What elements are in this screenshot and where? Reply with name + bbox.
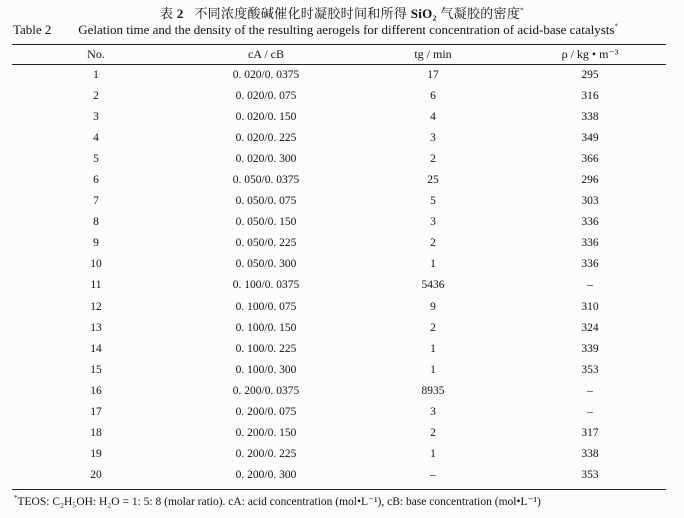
cell-ratio: 0. 200/0. 150 [235,427,297,440]
cell-density: 295 [581,68,599,81]
cell-ratio: 0. 020/0. 300 [235,152,297,165]
cell-ratio: 0. 200/0. 0375 [232,384,300,397]
cell-no: 11 [90,279,102,292]
cell-gel-time: 5 [430,195,436,208]
cell-no: 13 [90,321,102,334]
table-row [12,359,666,380]
table-row [12,423,666,444]
cell-no: 7 [93,195,99,208]
table-row [12,317,666,338]
cell-ratio: 0. 100/0. 075 [235,300,297,313]
cell-gel-time: 9 [430,300,436,313]
table-row [12,465,666,486]
cell-gel-time: 2 [430,321,436,334]
cell-gel-time: 2 [430,237,436,250]
cell-density: 316 [581,89,599,102]
cell-ratio: 0. 050/0. 0375 [232,174,300,187]
title-cn-compound: SiO₂ [410,6,437,21]
table-row [12,254,666,275]
table-row [12,106,666,127]
cell-density: 349 [581,131,599,144]
cell-gel-time: 8935 [421,384,445,397]
cell-no: 3 [93,110,99,123]
cell-ratio: 0. 200/0. 300 [235,469,297,482]
cell-gel-time: 2 [430,152,436,165]
title-en-mark: * [614,22,618,31]
footnote-text: TEOS: C₂H₅OH: H₂O = 1: 5: 8 (molar ratio). cA: acid concentration (mol•L⁻¹), cB: base concentration (mol•L⁻¹) [17,496,541,508]
cell-density: 338 [581,448,599,461]
title-cn-text: 不同浓度酸碱催化时凝胶时间和所得 [194,6,408,21]
cell-ratio: 0. 050/0. 225 [235,237,297,250]
table-row [12,148,666,169]
title-cn-suffix: 气凝胶的密度 [440,6,521,21]
cell-density: 338 [581,110,599,123]
table-row [12,127,666,148]
cell-no: 10 [90,258,102,271]
cell-density: 310 [581,300,599,313]
cell-no: 15 [90,363,102,376]
table-row [12,85,666,106]
data-table [12,44,666,486]
title-cn-number: 2 [176,6,184,21]
cell-gel-time: 1 [430,258,436,271]
cell-no: 5 [93,152,99,165]
cell-density: 336 [581,258,599,271]
cell-density: 324 [581,321,599,334]
table-row [12,402,666,423]
table-row [12,212,666,233]
cell-no: 4 [93,131,99,144]
cell-density: – [587,384,593,397]
cell-density: – [587,406,593,419]
cell-no: 1 [93,68,99,81]
cell-no: 12 [90,300,102,313]
cell-no: 16 [90,384,102,397]
title-en-label: Table 2 [13,22,52,37]
table-row [12,296,666,317]
cell-ratio: 0. 050/0. 075 [235,195,297,208]
cell-gel-time: 6 [430,89,436,102]
cell-ratio: 0. 020/0. 225 [235,131,297,144]
cell-ratio: 0. 200/0. 225 [235,448,297,461]
table-row [12,380,666,401]
header-ratio: cA / cB [248,46,284,61]
cell-density: 303 [581,195,599,208]
header-no: No. [87,46,105,61]
table-row [12,191,666,212]
table-row [12,338,666,359]
cell-gel-time: 4 [430,110,436,123]
table-title-english [13,22,677,38]
cell-density: 336 [581,237,599,250]
cell-ratio: 0. 100/0. 0375 [232,279,300,292]
cell-no: 9 [93,237,99,250]
cell-ratio: 0. 050/0. 300 [235,258,297,271]
cell-gel-time: 3 [430,131,436,144]
cell-no: 19 [90,448,102,461]
cell-gel-time: – [430,469,436,482]
header-density: ρ / kg • m⁻³ [561,46,619,61]
title-cn-prefix: 表 [160,6,174,21]
cell-density: 336 [581,216,599,229]
cell-ratio: 0. 100/0. 150 [235,321,297,334]
cell-ratio: 0. 050/0. 150 [235,216,297,229]
table-body [12,64,666,486]
table-header-row [12,44,666,64]
cell-no: 17 [90,406,102,419]
cell-density: 317 [581,427,599,440]
cell-ratio: 0. 200/0. 075 [235,406,297,419]
footnote-mark: * [14,494,18,503]
cell-density: 353 [581,363,599,376]
table-row [12,275,666,296]
cell-no: 6 [93,174,99,187]
cell-ratio: 0. 020/0. 150 [235,110,297,123]
cell-gel-time: 17 [427,68,439,81]
cell-no: 2 [93,89,99,102]
cell-gel-time: 1 [430,342,436,355]
table-title-chinese [0,3,684,22]
header-gel-time: tg / min [414,46,452,61]
title-cn-mark: * [520,6,524,15]
cell-gel-time: 25 [427,174,439,187]
cell-ratio: 0. 020/0. 075 [235,89,297,102]
cell-ratio: 0. 020/0. 0375 [232,68,300,81]
table-row [12,169,666,190]
cell-gel-time: 3 [430,406,436,419]
table-row [12,233,666,254]
cell-ratio: 0. 100/0. 300 [235,363,297,376]
title-en-text: Gelation time and the density of the resulting aerogels for different concentration of acid-base catalysts [78,22,615,37]
cell-no: 18 [90,427,102,440]
cell-density: 296 [581,174,599,187]
cell-no: 8 [93,216,99,229]
cell-no: 20 [90,469,102,482]
cell-gel-time: 1 [430,363,436,376]
cell-gel-time: 5436 [421,279,445,292]
cell-density: – [587,279,593,292]
cell-gel-time: 2 [430,427,436,440]
cell-density: 353 [581,469,599,482]
cell-no: 14 [90,342,102,355]
table-row [12,64,666,85]
cell-gel-time: 1 [430,448,436,461]
table-bottom-rule [12,489,666,490]
cell-gel-time: 3 [430,216,436,229]
cell-ratio: 0. 100/0. 225 [235,342,297,355]
cell-density: 366 [581,152,599,165]
table-footnote [14,494,678,508]
table-row [12,444,666,465]
cell-density: 339 [581,342,599,355]
